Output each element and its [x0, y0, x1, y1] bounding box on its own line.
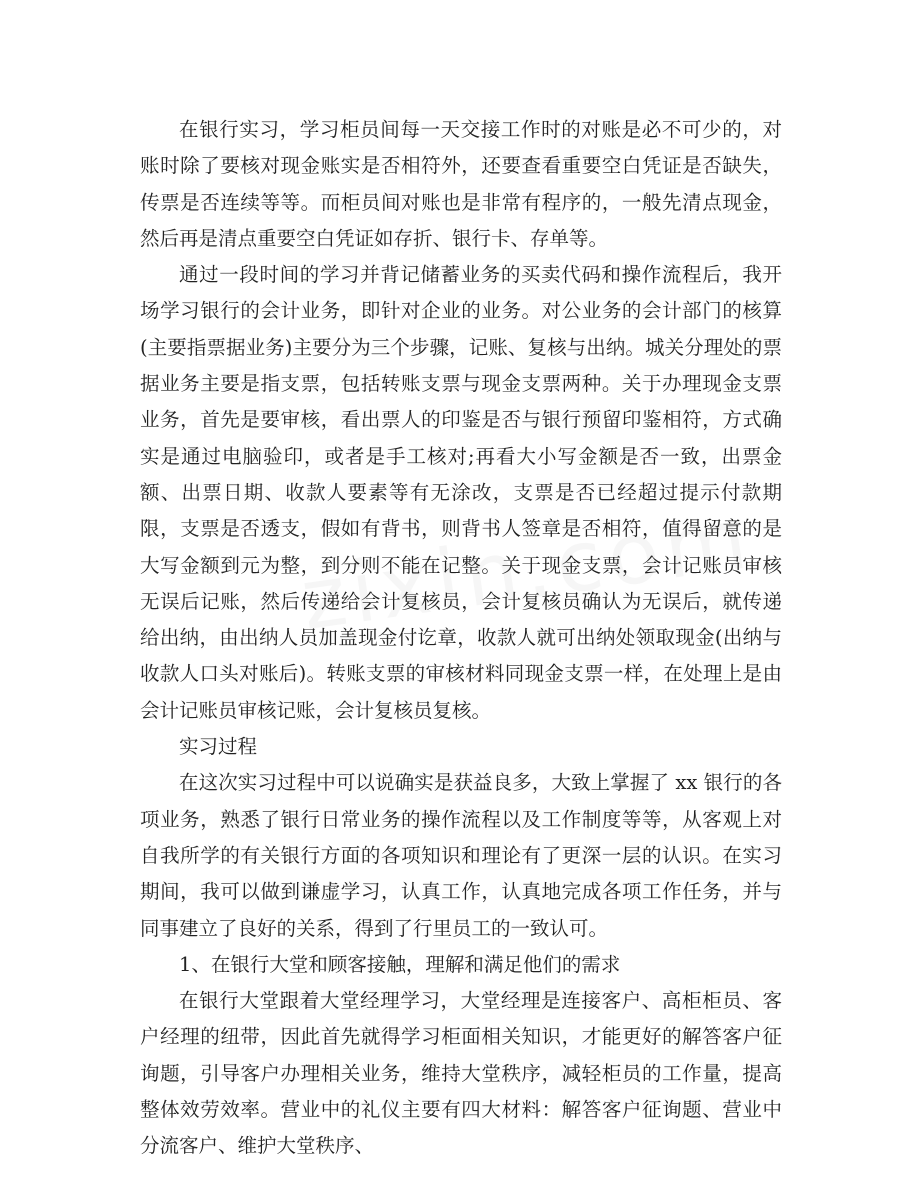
- paragraph-internship-gains: 在这次实习过程中可以说确实是获益良多，大致上掌握了 xx 银行的各项业务，熟悉了银行日常业务的操作流程以及工作制度等等，从客观上对自我所学的有关银行方面的各项知识和理论有了更深一层的认识。在实习期间，我可以做到谦虚学习，认真工作，认真地完成各项工作任务，并与同事建立了良好的关系，得到了行里员工的一致认可。: [140, 771, 782, 940]
- paragraph-teller-reconciliation: 在银行实习，学习柜员间每一天交接工作时的对账是必不可少的，对账时除了要核对现金账实是否相符外，还要查看重要空白凭证是否缺失，传票是否连续等等。而柜员间对账也是非常有程序的，一般先清点现金，然后再是清点重要空白凭证如存折、银行卡、存单等。: [140, 118, 782, 250]
- paragraph-lobby-manager: 在银行大堂跟着大堂经理学习，大堂经理是连接客户、高柜柜员、客户经理的纽带，因此首先就得学习柜面相关知识，才能更好的解答客户征询题，引导客户办理相关业务，维持大堂秩序，减轻柜员的工作量，提高整体效劳效率。营业中的礼仪主要有四大材料：解答客户征询题、营业中分流客户、维护大堂秩序、: [140, 989, 782, 1158]
- paragraph-accounting-business: 通过一段时间的学习并背记储蓄业务的买卖代码和操作流程后，我开场学习银行的会计业务，即针对企业的业务。对公业务的会计部门的核算(主要指票据业务)主要分为三个步骤，记账、复核与出纳。城关分理处的票据业务主要是指支票，包括转账支票与现金支票两种。关于办理现金支票业务，首先是要审核，看出票人的印鉴是否与银行预留印鉴相符，方式确实是通过电脑验印，或者是手工核对;再看大小写金额是否一致，出票金额、出票日期、收款人要素等有无涂改，支票是否已经超过提示付款期限，支票是否透支，假如有背书，则背书人签章是否相符，值得留意的是大写金额到元为整，到分则不能在记整。关于现金支票，会计记账员审核无误后记账，然后传递给会计复核员，会计复核员确认为无误后，就传递给出纳，由出纳人员加盖现金付讫章，收款人就可出纳处领取现金(出纳与收款人口头对账后)。转账支票的审核材料同现金支票一样，在处理上是由会计记账员审核记账，会计复核员复核。: [140, 263, 782, 722]
- document-body: [140, 112, 782, 1165]
- section-heading-internship-process: 实习过程: [179, 735, 258, 759]
- subheading-lobby-customers: 1、在银行大堂和顾客接触，理解和满足他们的需求: [179, 952, 621, 976]
